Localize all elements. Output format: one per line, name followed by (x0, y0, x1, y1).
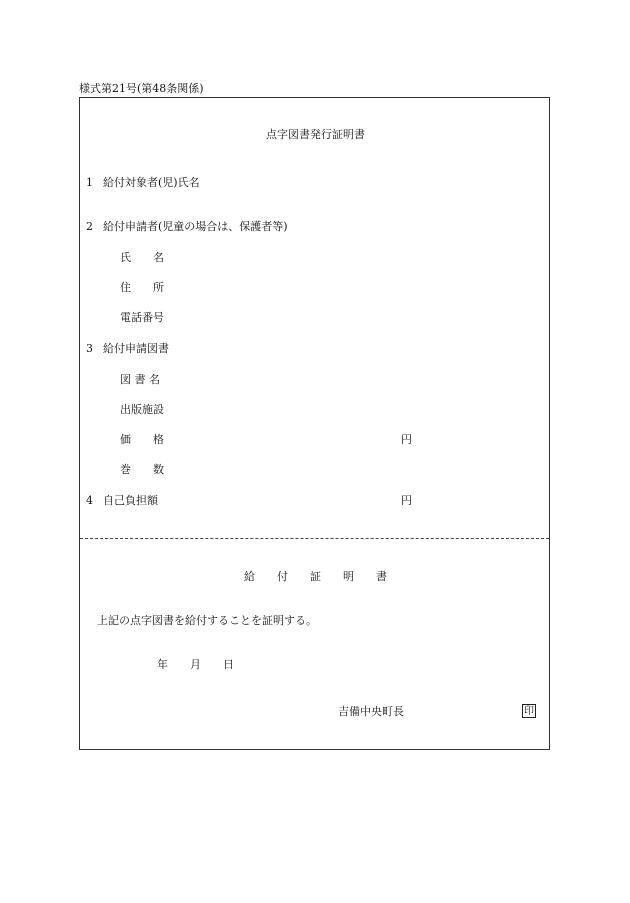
volumes-label: 巻 数 (120, 463, 164, 476)
seal-mark: 印 (524, 706, 534, 717)
item-4-label: 自己負担額 (103, 494, 158, 507)
certificate-title: 給 付 証 明 書 (244, 570, 387, 583)
item-1-label: 給付対象者(児)氏名 (103, 176, 200, 189)
dashed-divider (80, 538, 549, 539)
copayment-unit: 円 (401, 494, 412, 507)
publisher-label: 出版施設 (120, 403, 164, 416)
item-1-number: 1 (86, 176, 93, 189)
applicant-address-label: 住 所 (120, 281, 164, 294)
item-3-label: 給付申請図書 (103, 342, 169, 355)
applicant-phone-label: 電話番号 (120, 311, 164, 324)
date-line: 年 月 日 (157, 658, 234, 671)
certificate-form (79, 97, 550, 750)
item-2-label: 給付申請者(児童の場合は、保護者等) (103, 220, 288, 233)
item-2-number: 2 (86, 220, 93, 233)
book-title-label: 図 書 名 (120, 373, 160, 386)
item-4-number: 4 (86, 494, 93, 507)
document-title: 点字図書発行証明書 (266, 128, 365, 141)
applicant-name-label: 氏 名 (120, 251, 164, 264)
item-3-number: 3 (86, 342, 93, 355)
price-unit: 円 (401, 433, 412, 446)
issuer-name: 吉備中央町長 (338, 705, 404, 718)
certificate-text: 上記の点字図書を給付することを証明する。 (97, 614, 317, 627)
form-number: 様式第21号(第48条関係) (79, 82, 204, 95)
price-label: 価 格 (120, 433, 164, 446)
